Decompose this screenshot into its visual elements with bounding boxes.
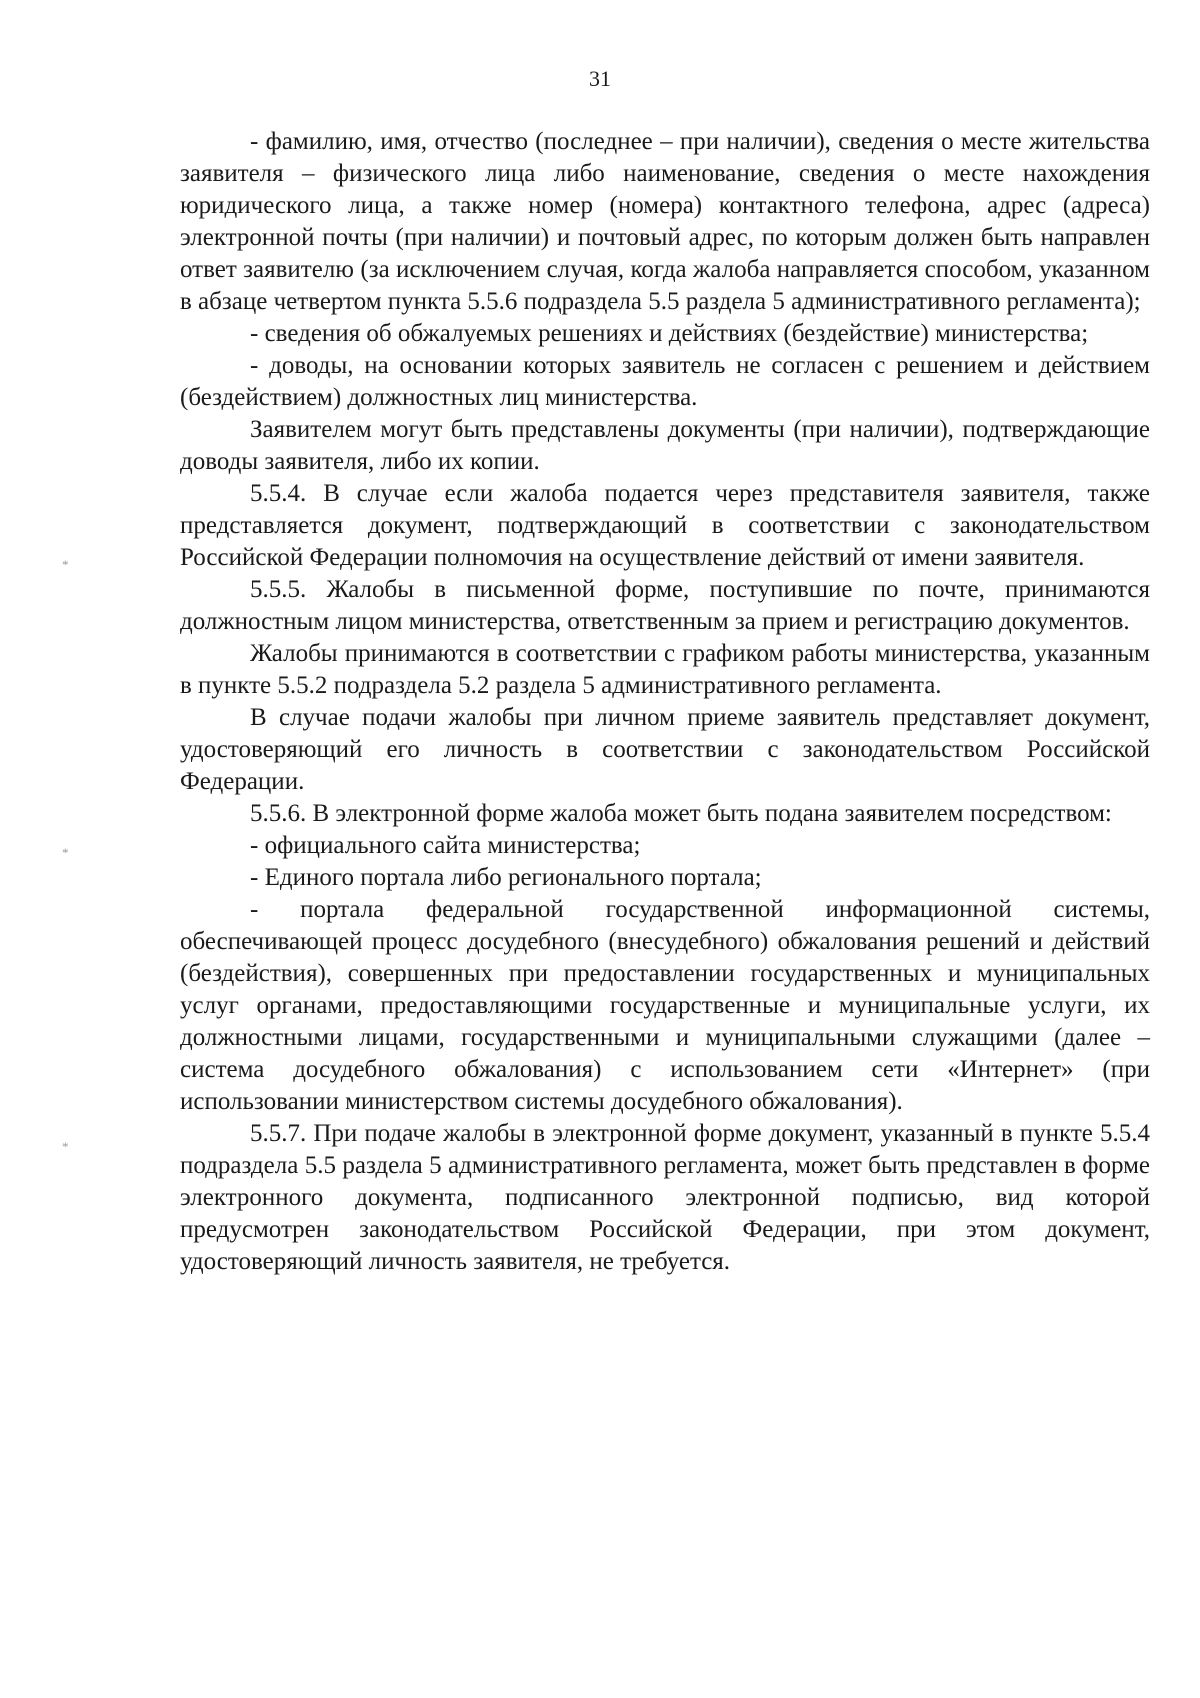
paragraph-5-5-6: 5.5.6. В электронной форме жалоба может быть подана заявителем посредством: xyxy=(250,800,1112,827)
list-item-unified-portal: - Единого портала либо регионального портала; xyxy=(250,864,762,891)
paragraph-appealed-decisions: - сведения об обжалуемых решениях и действиях (бездействие) министерства; xyxy=(250,320,1089,347)
paragraph-5-5-7: 5.5.7. При подаче жалобы в электронной форме документ, указанный в пункте 5.5.4 подраздела 5.5 раздела 5 административного регламента, может быть представлен в форме электронного документа, подписанного электронной подписью, вид которой предусмотрен законодательством Российской Федерации, при этом документ, удостоверяющий личность заявителя, не требуется. xyxy=(180,1120,1150,1275)
paragraph-schedule: Жалобы принимаются в соответствии с графиком работы министерства, указанным в пункте 5.5.2 подраздела 5.2 раздела 5 административного регламента. xyxy=(180,640,1150,699)
document-body xyxy=(180,126,1150,1278)
margin-mark: * xyxy=(62,557,69,572)
list-item-federal-system-portal: - портала федеральной государственной информационной системы, обеспечивающей процесс досудебного (внесудебного) обжалования решений и действий (бездействия), совершенных при предоставлении государственных и муниципальных услуг органами, предоставляющими государственные и муниципальные услуги, их должностными лицами, государственными и муниципальными служащими (далее – система досудебного обжалования) с использованием сети «Интернет» (при использовании министерством системы досудебного обжалования). xyxy=(180,896,1150,1115)
paragraph-personal-reception: В случае подачи жалобы при личном приеме заявитель представляет документ, удостоверяющий его личность в соответствии с законодательством Российской Федерации. xyxy=(180,704,1150,795)
paragraph-5-5-4: 5.5.4. В случае если жалоба подается через представителя заявителя, также представляется документ, подтверждающий в соответствии с законодательством Российской Федерации полномочия на осуществление действий от имени заявителя. xyxy=(180,480,1150,571)
margin-mark: * xyxy=(62,1139,69,1154)
margin-mark: * xyxy=(62,845,69,860)
list-item-official-site: - официального сайта министерства; xyxy=(250,832,641,859)
page-number: 31 xyxy=(589,66,611,91)
paragraph-5-5-5: 5.5.5. Жалобы в письменной форме, поступившие по почте, принимаются должностным лицом министерства, ответственным за прием и регистрацию документов. xyxy=(180,576,1150,635)
paragraph-arguments: - доводы, на основании которых заявитель не согласен с решением и действием (бездействием) должностных лиц министерства. xyxy=(180,352,1150,411)
paragraph-supporting-documents: Заявителем могут быть представлены документы (при наличии), подтверждающие доводы заявителя, либо их копии. xyxy=(180,416,1150,475)
paragraph-applicant-details: - фамилию, имя, отчество (последнее – при наличии), сведения о месте жительства заявителя – физического лица либо наименование, сведения о месте нахождения юридического лица, а также номер (номера) контактного телефона, адрес (адреса) электронной почты (при наличии) и почтовый адрес, по которым должен быть направлен ответ заявителю (за исключением случая, когда жалоба направляется способом, указанном в абзаце четвертом пункта 5.5.6 подраздела 5.5 раздела 5 административного регламента); xyxy=(180,128,1150,315)
